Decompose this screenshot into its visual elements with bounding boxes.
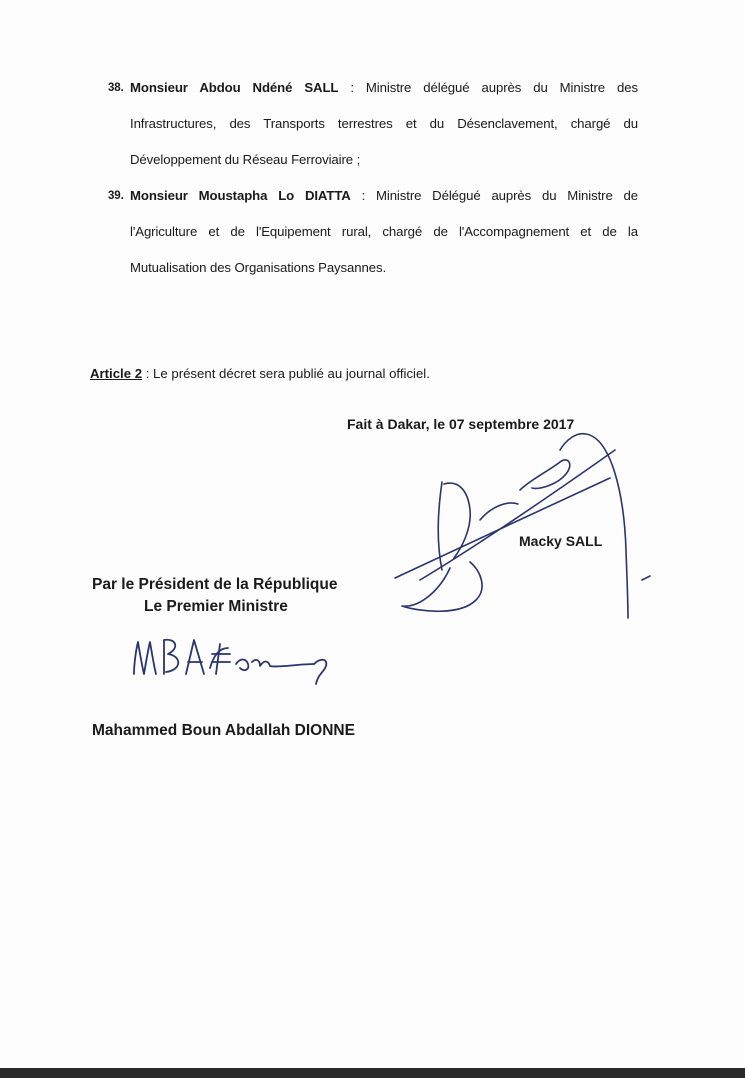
- item-line-2: Infrastructures, des Transports terrestres et du Désenclavement, chargé du: [130, 116, 638, 131]
- item-name: Monsieur Moustapha Lo DIATTA: [130, 188, 351, 203]
- item-number: 38.: [108, 82, 124, 94]
- article-label: Article 2: [90, 366, 143, 381]
- article-2: [90, 364, 430, 384]
- president-name: Macky SALL: [519, 533, 603, 549]
- premier-ministre-title: Le Premier Ministre: [144, 598, 288, 615]
- president-signature: [380, 430, 660, 630]
- item-text: : Ministre Délégué auprès du Ministre de: [350, 188, 638, 203]
- item-number: 39.: [108, 190, 124, 202]
- premier-ministre-signature: [128, 634, 348, 694]
- item-text: : Ministre délégué auprès du Ministre des: [338, 80, 638, 95]
- item-line-2: l'Agriculture et de l'Equipement rural, chargé de l'Accompagnement et de la: [130, 224, 638, 239]
- item-line-3: Mutualisation des Organisations Paysannes.: [130, 260, 387, 275]
- item-line-1: [108, 178, 638, 214]
- par-le-president: Par le Président de la République: [92, 576, 338, 593]
- item-name: Monsieur Abdou Ndéné SALL: [130, 80, 339, 95]
- article-text: : Le présent décret sera publié au journal officiel.: [142, 366, 430, 381]
- item-line-1: [108, 70, 638, 106]
- place-date: Fait à Dakar, le 07 septembre 2017: [347, 416, 575, 432]
- list-item-38: [108, 70, 638, 178]
- countersign-block: [92, 574, 338, 618]
- premier-ministre-name: Mahammed Boun Abdallah DIONNE: [92, 722, 355, 739]
- item-line-3: Développement du Réseau Ferroviaire ;: [130, 152, 361, 167]
- scan-bottom-edge: [0, 1068, 745, 1078]
- list-item-39: [108, 178, 638, 286]
